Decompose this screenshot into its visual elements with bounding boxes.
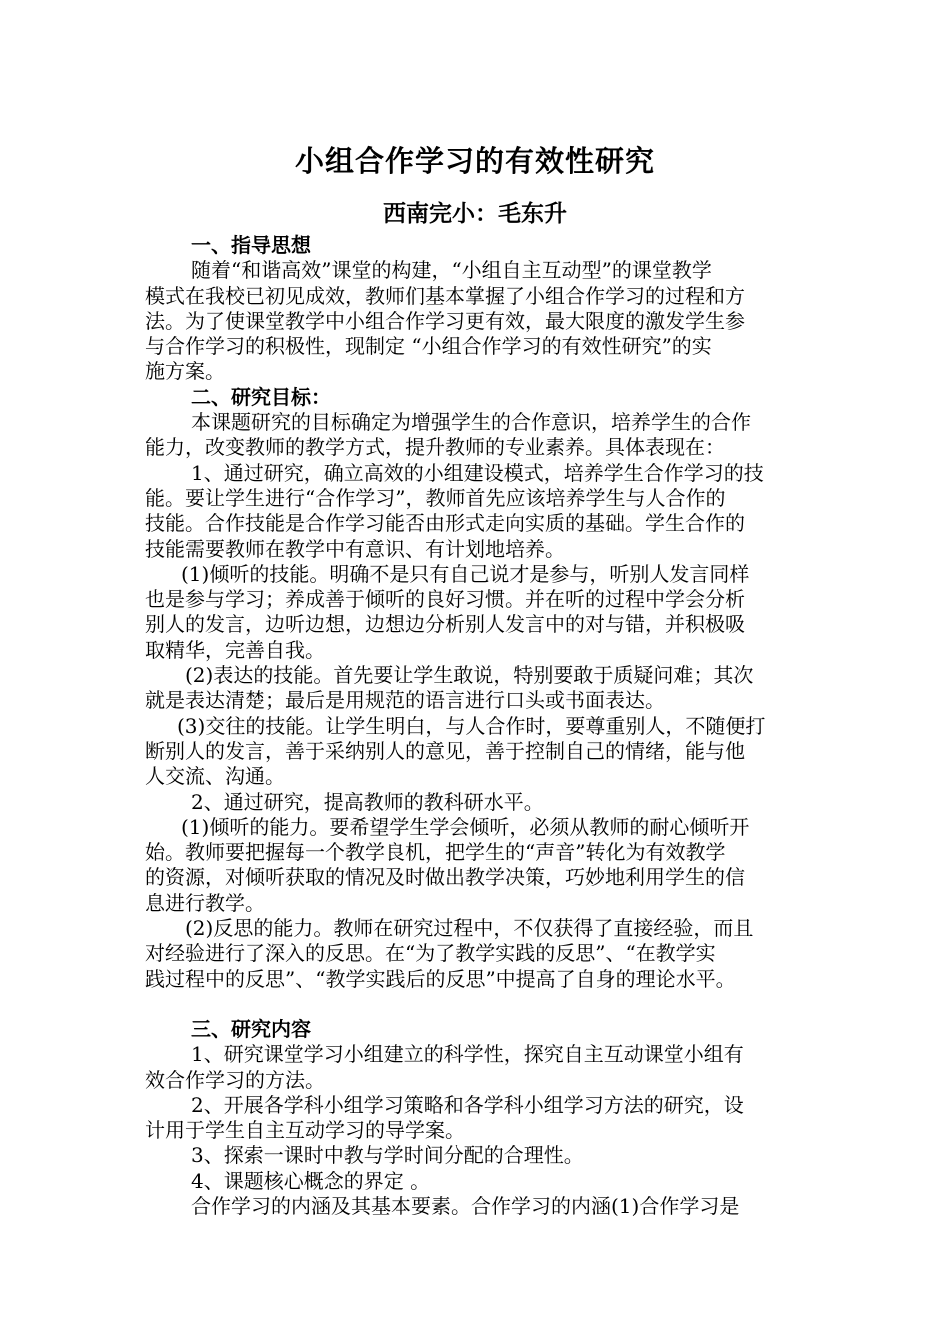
paragraph-line: (2)表达的技能。首先要让学生敢说，特别要敢于质疑问难；其次	[185, 663, 754, 688]
paragraph-line: 息进行教学。	[145, 890, 265, 915]
paragraph-line: 1、通过研究，确立高效的小组建设模式，培养学生合作学习的技	[191, 460, 764, 485]
paragraph-line: 践过程中的反思”、“教学实践后的反思”中提高了自身的理论水平。	[145, 966, 736, 991]
document-title: 小组合作学习的有效性研究	[294, 144, 655, 178]
paragraph-line: 2、通过研究，提高教师的教科研水平。	[191, 789, 544, 814]
paragraph-line: 对经验进行了深入的反思。在“为了教学实践的反思”、“在教学实	[145, 941, 716, 966]
paragraph-line: (3)交往的技能。让学生明白，与人合作时，要尊重别人，不随便打	[177, 713, 766, 738]
paragraph-line: 效合作学习的方法。	[145, 1067, 325, 1092]
paragraph-line: (2)反思的能力。教师在研究过程中，不仅获得了直接经验，而且	[185, 916, 754, 941]
section-heading: 一、指导思想	[191, 233, 311, 257]
paragraph-line: 4、课题核心概念的界定 。	[191, 1168, 431, 1193]
paragraph-line: 能力，改变教师的教学方式，提升教师的专业素养。具体表现在：	[145, 435, 725, 460]
paragraph-line: 2、开展各学科小组学习策略和各学科小组学习方法的研究，设	[191, 1092, 744, 1117]
paragraph-line: (1)倾听的技能。明确不是只有自己说才是参与，听别人发言同样	[181, 561, 750, 586]
paragraph-line: 就是表达清楚；最后是用规范的语言进行口头或书面表达。	[145, 688, 665, 713]
paragraph-line: 的资源，对倾听获取的情况及时做出教学决策，巧妙地利用学生的信	[145, 865, 745, 890]
paragraph-line: 取精华，完善自我。	[145, 637, 325, 662]
paragraph-line: (1)倾听的能力。要希望学生学会倾听，必须从教师的耐心倾听开	[181, 814, 750, 839]
paragraph-line: 法。为了使课堂教学中小组合作学习更有效，最大限度的激发学生参	[145, 308, 745, 333]
paragraph-line: 合作学习的内涵及其基本要素。合作学习的内涵(1)合作学习是	[191, 1193, 740, 1218]
paragraph-line: 技能。合作技能是合作学习能否由形式走向实质的基础。学生合作的	[145, 511, 745, 536]
paragraph-line: 技能需要教师在教学中有意识、有计划地培养。	[145, 536, 565, 561]
paragraph-line: 1、研究课堂学习小组建立的科学性，探究自主互动课堂小组有	[191, 1042, 744, 1067]
paragraph-line: 人交流、沟通。	[145, 764, 285, 789]
document-body	[145, 233, 815, 1219]
paragraph-line: 施方案。	[145, 359, 225, 384]
section-heading: 三、研究内容	[191, 1016, 311, 1041]
document-author: 西南完小：毛东升	[383, 201, 567, 227]
paragraph-line: 能。要让学生进行“合作学习”，教师首先应该培养学生与人合作的	[145, 485, 726, 510]
paragraph-line: 随着“和谐高效”课堂的构建，“小组自主互动型”的课堂教学	[191, 258, 712, 283]
paragraph-line: 也是参与学习；养成善于倾听的良好习惯。并在听的过程中学会分析	[145, 587, 745, 612]
paragraph-line: 与合作学习的积极性，现制定 “小组合作学习的有效性研究”的实	[145, 334, 712, 359]
section-heading: 二、研究目标：	[191, 384, 331, 409]
paragraph-line: 计用于学生自主互动学习的导学案。	[145, 1118, 465, 1143]
paragraph-line: 别人的发言，边听边想，边想边分析别人发言中的对与错，并积极吸	[145, 612, 745, 637]
paragraph-line: 断别人的发言，善于采纳别人的意见，善于控制自己的情绪，能与他	[145, 738, 745, 763]
paragraph-line: 3、探索一课时中教与学时间分配的合理性。	[191, 1143, 584, 1168]
paragraph-line: 始。教师要把握每一个教学良机，把学生的“声音”转化为有效教学	[145, 840, 726, 865]
paragraph-line: 模式在我校已初见成效，教师们基本掌握了小组合作学习的过程和方	[145, 283, 745, 308]
paragraph-line: 本课题研究的目标确定为增强学生的合作意识，培养学生的合作	[191, 410, 751, 435]
blank-line	[145, 992, 815, 1017]
